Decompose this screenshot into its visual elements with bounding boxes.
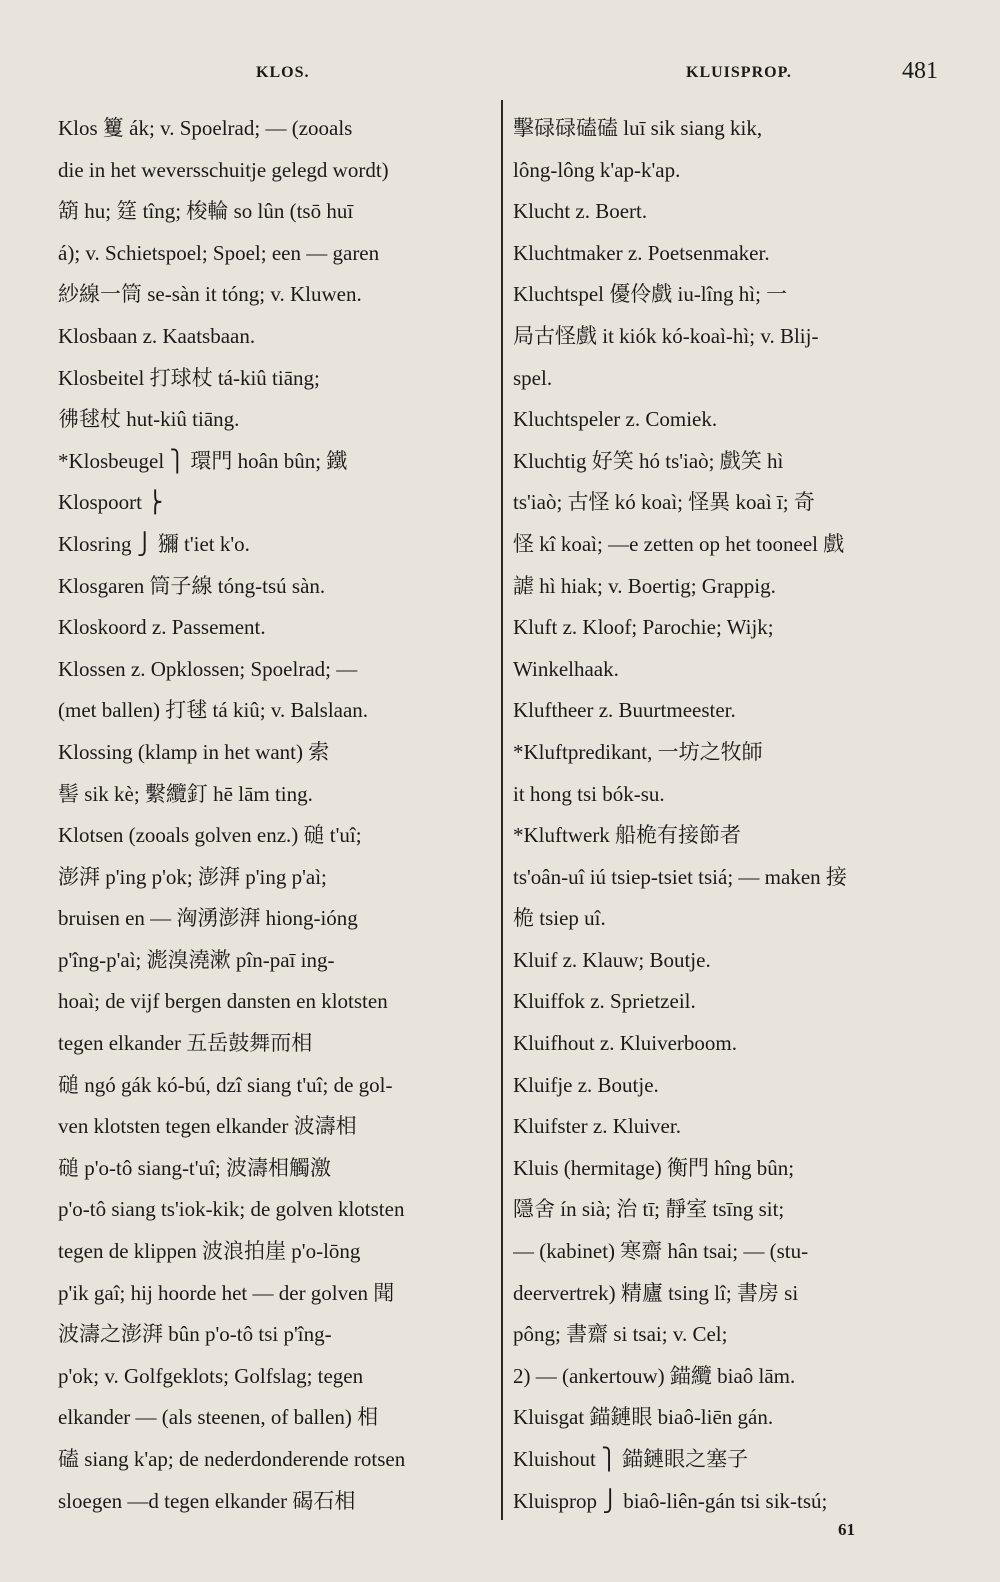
text-line: Kluchtspel 優伶戲 iu-lîng hì; 一 [513, 282, 788, 307]
text-line: — (kabinet) 寒齋 hân tsai; — (stu- [513, 1239, 809, 1264]
text-line: ts'oân-uî iú tsiep-tsiet tsiá; — maken 接 [513, 864, 847, 889]
text-line: 紗線一筒 se-sàn it tóng; v. Kluwen. [58, 282, 362, 307]
text-line: (met ballen) 打毬 tá kiû; v. Balslaan. [58, 698, 369, 723]
text-line: tegen de klippen 波浪拍崖 p'o-lōng [58, 1239, 361, 1264]
page-number: 481 [902, 58, 938, 84]
text-line: 局古怪戲 it kiók kó-koaì-hì; v. Blij- [513, 323, 819, 348]
signature-mark: 61 [838, 1520, 855, 1539]
text-line: *Klosbeugel ⎫ 環門 hoân bûn; 鐵 [58, 448, 348, 473]
right-column [513, 108, 945, 1522]
text-line: Kluisgat 錨鏈眼 biaô-liēn gán. [513, 1405, 774, 1430]
text-line: p'ik gaî; hij hoorde het — der golven 聞 [58, 1280, 395, 1305]
text-line: Klospoort ⎬ [58, 490, 163, 515]
text-line: Klucht z. Boert. [513, 199, 648, 224]
text-line: pông; 書齋 si tsai; v. Cel; [513, 1322, 728, 1347]
text-line: Klotsen (zooals golven enz.) 磓 t'uî; [58, 823, 362, 848]
text-line: 箶 hu; 筳 tîng; 梭輪 so lûn (tsō huī [58, 199, 354, 224]
text-line: lông-lông k'ap-k'ap. [513, 157, 681, 182]
text-line: Klos 籰 ák; v. Spoelrad; — (zooals [58, 116, 353, 140]
text-line: á); v. Schietspoel; Spoel; een — garen [58, 240, 380, 265]
text-line: die in het weversschuitje gelegd wordt) [58, 157, 389, 182]
text-line: deervertrek) 精廬 tsing lî; 書房 si [513, 1280, 799, 1305]
text-line: 澎湃 p'ing p'ok; 澎湃 p'ing p'aì; [58, 864, 327, 889]
text-line: 髻 sik kè; 繫纜釘 hē lām ting. [58, 781, 313, 806]
text-line: Klosgaren 筒子線 tóng-tsú sàn. [58, 573, 326, 598]
text-line: Kluchtmaker z. Poetsenmaker. [513, 240, 770, 265]
text-line: elkander — (als steenen, of ballen) 相 [58, 1405, 379, 1430]
text-line: 桅 tsiep uî. [513, 906, 606, 931]
text-line: Klosbeitel 打球杖 tá-kiû tiāng; [58, 365, 320, 390]
text-line: 隱舍 ín sià; 治 tī; 靜室 tsīng sit; [513, 1197, 785, 1222]
text-line: sloegen —d tegen elkander 碣石相 [58, 1488, 356, 1513]
left-column [58, 108, 488, 1522]
text-line: Kluis (hermitage) 衡門 hîng bûn; [513, 1155, 795, 1180]
text-line: Kluishout ⎫ 錨鏈眼之塞子 [513, 1447, 749, 1471]
text-line: p'îng-p'aì; 滮溴澆漱 pîn-paī ing- [58, 947, 335, 972]
text-line: Klosbaan z. Kaatsbaan. [58, 323, 256, 348]
text-line: Kluisprop ⎭ biaô-liên-gán tsi sik-tsú; [513, 1488, 828, 1513]
text-line: 磓 p'o-tô siang-t'uî; 波濤相觸激 [58, 1155, 331, 1180]
text-line: 怪 kî koaì; —e zetten op het tooneel 戲 [513, 531, 845, 556]
text-line: p'ok; v. Golfgeklots; Golfslag; tegen [58, 1363, 364, 1388]
text-line: *Kluftpredikant, 一坊之牧師 [513, 739, 763, 764]
text-line: ven klotsten tegen elkander 波濤相 [58, 1114, 357, 1139]
text-line: Klossing (klamp in het want) 索 [58, 739, 330, 764]
column-divider [501, 100, 503, 1520]
text-line: spel. [513, 365, 553, 390]
text-line: Klossen z. Opklossen; Spoelrad; — [58, 656, 358, 681]
running-head-right: KLUISPROP. [686, 64, 792, 81]
text-line: it hong tsi bók-su. [513, 781, 665, 806]
text-line: bruisen en — 洶湧澎湃 hiong-ióng [58, 906, 358, 931]
text-line: Kluiffok z. Sprietzeil. [513, 989, 696, 1014]
text-line: Kluchtig 好笑 hó ts'iaò; 戲笑 hì [513, 448, 784, 473]
text-line: 彿毬杖 hut-kiû tiāng. [58, 407, 240, 432]
text-line: Kluchtspeler z. Comiek. [513, 407, 718, 432]
running-head-left: KLOS. [256, 64, 310, 81]
text-line: Kloskoord z. Passement. [58, 615, 266, 640]
text-line: hoaì; de vijf bergen dansten en klotsten [58, 989, 388, 1014]
text-line: Klosring ⎭ 獼 t'iet k'o. [58, 531, 250, 556]
text-line: ts'iaò; 古怪 kó koaì; 怪異 koaì ī; 奇 [513, 490, 815, 515]
text-line: 2) — (ankertouw) 錨纜 biaô lām. [513, 1363, 796, 1388]
text-line: 磓 ngó gák kó-bú, dzî siang t'uî; de gol- [58, 1072, 393, 1097]
text-line: Winkelhaak. [513, 656, 619, 681]
text-line: Kluif z. Klauw; Boutje. [513, 947, 711, 972]
text-line: Kluftheer z. Buurtmeester. [513, 698, 736, 723]
text-line: 謔 hì hiak; v. Boertig; Grappig. [513, 573, 776, 598]
text-line: 波濤之澎湃 bûn p'o-tô tsi p'îng- [58, 1322, 332, 1347]
text-line: Kluifje z. Boutje. [513, 1072, 659, 1097]
text-line: Kluft z. Kloof; Parochie; Wijk; [513, 615, 774, 640]
text-line: tegen elkander 五岳鼓舞而相 [58, 1031, 313, 1056]
text-line: 擊碌碌磕磕 luī sik siang kik, [513, 116, 763, 140]
text-line: Kluifhout z. Kluiverboom. [513, 1031, 737, 1056]
text-line: p'o-tô siang ts'iok-kik; de golven klotsten [58, 1197, 405, 1222]
text-line: *Kluftwerk 船桅有接節者 [513, 823, 742, 848]
text-line: Kluifster z. Kluiver. [513, 1114, 681, 1139]
text-line: 磕 siang k'ap; de nederdonderende rotsen [58, 1447, 406, 1471]
